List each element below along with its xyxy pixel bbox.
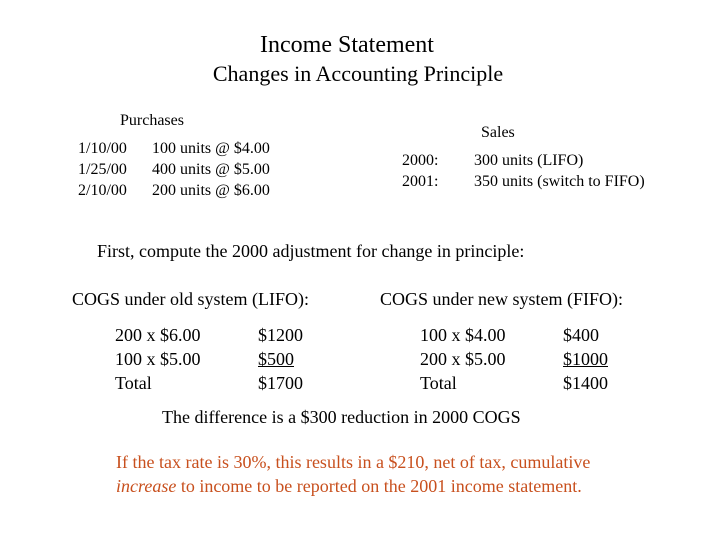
page-title: Income Statement xyxy=(260,32,434,58)
cogs-new-header: COGS under new system (FIFO): xyxy=(380,289,623,309)
cogs-calc: 200 x $5.00 xyxy=(420,349,506,369)
purchase-detail: 200 units @ $6.00 xyxy=(152,182,270,199)
cogs-amount: $1000 xyxy=(563,349,608,369)
tax-note xyxy=(116,450,590,498)
tax-note-line1: If the tax rate is 30%, this results in a $210, net of tax, cumulative xyxy=(116,452,591,472)
purchases-table xyxy=(78,138,270,201)
purchase-row xyxy=(78,180,270,201)
cogs-calc: Total xyxy=(115,373,152,393)
tax-note-emphasis: increase xyxy=(116,476,177,496)
cogs-calc: 200 x $6.00 xyxy=(115,325,201,345)
instruction-text: First, compute the 2000 adjustment for change in principle: xyxy=(97,241,525,261)
cogs-old-header: COGS under old system (LIFO): xyxy=(72,289,309,309)
cogs-amount: $400 xyxy=(563,325,599,345)
cogs-amount: $1200 xyxy=(258,325,303,345)
cogs-calc: 100 x $5.00 xyxy=(115,349,201,369)
difference-text: The difference is a $300 reduction in 2000 COGS xyxy=(162,407,521,427)
cogs-old-row xyxy=(115,371,303,395)
sales-header: Sales xyxy=(481,124,515,141)
sales-row xyxy=(402,150,645,171)
purchase-row xyxy=(78,159,270,180)
purchase-date: 1/25/00 xyxy=(78,161,127,178)
purchase-detail: 400 units @ $5.00 xyxy=(152,161,270,178)
sales-row xyxy=(402,171,645,192)
cogs-new-row xyxy=(420,371,608,395)
cogs-new-row xyxy=(420,323,608,347)
purchases-header: Purchases xyxy=(120,112,184,129)
cogs-old-row xyxy=(115,323,303,347)
cogs-calc: Total xyxy=(420,373,457,393)
tax-note-line2 xyxy=(116,474,590,498)
purchase-detail: 100 units @ $4.00 xyxy=(152,140,270,157)
purchase-date: 1/10/00 xyxy=(78,140,127,157)
page-subtitle: Changes in Accounting Principle xyxy=(212,61,504,86)
cogs-new-table xyxy=(420,323,608,395)
cogs-old-row xyxy=(115,347,303,371)
cogs-old-table xyxy=(115,323,303,395)
sales-detail: 300 units (LIFO) xyxy=(474,152,584,169)
purchase-date: 2/10/00 xyxy=(78,182,127,199)
cogs-amount: $1700 xyxy=(258,373,303,393)
cogs-amount: $500 xyxy=(258,349,294,369)
tax-note-rest: to income to be reported on the 2001 income statement. xyxy=(176,476,582,496)
cogs-new-row xyxy=(420,347,608,371)
sales-table xyxy=(402,150,645,192)
sales-detail: 350 units (switch to FIFO) xyxy=(474,173,645,190)
cogs-amount: $1400 xyxy=(563,373,608,393)
sales-year: 2001: xyxy=(402,173,439,190)
sales-year: 2000: xyxy=(402,152,439,169)
cogs-calc: 100 x $4.00 xyxy=(420,325,506,345)
purchase-row xyxy=(78,138,270,159)
